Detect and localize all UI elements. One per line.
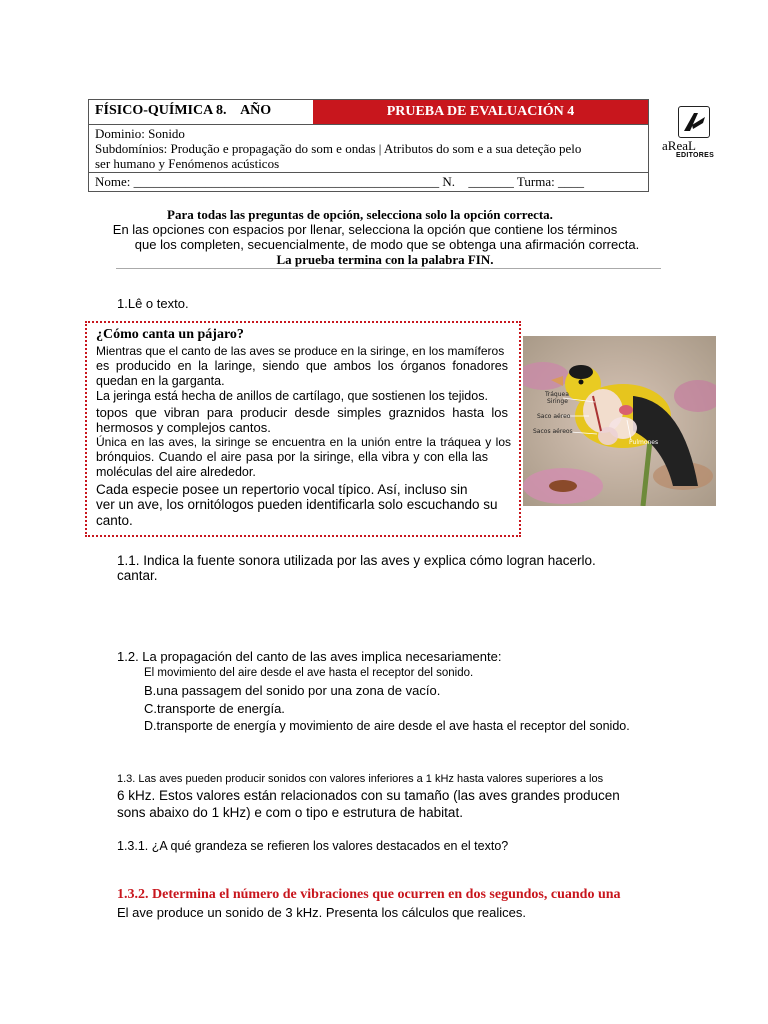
logo-mark-icon: [678, 106, 710, 138]
publisher-logo: [662, 104, 722, 159]
header-title-row: [89, 100, 648, 125]
text-line-12: canto.: [96, 513, 133, 528]
label-air-sac: Saco aéreo: [537, 413, 571, 420]
question-1-3-2-line-1: 1.3.2. Determina el número de vibraciones que ocurren en dos segundos, cuando una: [117, 887, 621, 902]
text-line-2: es producido en la laringe, siendo que ambos los órganos fonadores: [96, 359, 508, 373]
label-air-sacs: Sacos aéreos: [533, 428, 573, 435]
text-line-6: hermosos y complejos cantos.: [96, 420, 271, 435]
question-1-3-2-line-2: El ave produce un sonido de 3 kHz. Presenta los cálculos que realices.: [117, 905, 527, 920]
question-1-3-line-3: sons abaixo do 1 kHz) e com o tipo e estrutura de habitat.: [117, 805, 463, 820]
divider: [116, 268, 661, 269]
text-title: ¿Cómo canta un pájaro?: [96, 327, 244, 342]
text-line-7: Única en las aves, la siringe se encuentra en la unión entre la tráquea y los: [96, 435, 511, 449]
text-line-8: brónquios. Cuando el aire pasa por la siringe, ella vibra y con ella las: [96, 450, 488, 464]
question-1-2-stem: 1.2. La propagación del canto de las aves implica necesariamente:: [117, 649, 502, 664]
subdomains-line-1: Subdomínios: Produção e propagação do som e ondas | Atributos do som e a sua deteção pelo: [95, 141, 582, 156]
text-line-5: topos que vibran para producir desde simples graznidos hasta los: [96, 405, 508, 420]
text-line-9: moléculas del aire alrededor.: [96, 465, 256, 479]
option-a: El movimiento del aire desde el ave hasta el receptor del sonido.: [144, 667, 474, 679]
bird-syrinx-image: [523, 336, 716, 506]
instruction-line-1: Para todas las preguntas de opción, selecciona solo la opción correcta.: [167, 207, 553, 222]
logo-subtext: EDITORES: [676, 152, 715, 159]
instruction-line-3: que los completen, secuencialmente, de modo que se obtenga una afirmación correcta.: [134, 237, 640, 252]
question-1: 1.Lê o texto.: [117, 296, 189, 311]
question-1-3-line-2: 6 kHz. Estos valores están relacionados con su tamaño (las aves grandes producen: [117, 788, 620, 803]
subject-label: FÍSICO-QUÍMICA 8.  AÑO: [95, 103, 272, 118]
question-1-1-line-2: cantar.: [117, 568, 158, 583]
header-table: [88, 99, 649, 192]
test-title: PRUEBA DE EVALUACIÓN 4: [313, 100, 648, 124]
label-trachea: Tráquea: [545, 391, 569, 398]
text-line-11: ver un ave, los ornitólogos pueden identificarla solo escuchando su: [96, 497, 498, 512]
label-lungs: Pulmones: [629, 439, 659, 446]
question-1-1-line-1: 1.1. Indica la fuente sonora utilizada por las aves y explica cómo logran hacerlo.: [117, 553, 596, 568]
instruction-line-4: La prueba termina con la palabra FIN.: [276, 252, 494, 267]
label-syrinx: Siringe: [547, 398, 568, 405]
option-b: B.una passagem del sonido por una zona de vacío.: [144, 683, 441, 698]
option-d: D.transporte de energía y movimiento de aire desde el ave hasta el receptor del sonido.: [144, 719, 630, 733]
name-row: Nome: _______________________________________________ N.  _______ Turma: ____: [95, 174, 584, 189]
option-c: C.transporte de energía.: [144, 701, 285, 716]
text-line-1: Mientras que el canto de las aves se produce en la siringe, en los mamíferos: [96, 344, 505, 358]
domain-label: Dominio: Sonido: [95, 126, 185, 141]
domain-row: [89, 125, 648, 173]
question-1-3-line-1: 1.3. Las aves pueden producir sonidos con valores inferiores a 1 kHz hasta valores superiores a los: [117, 773, 604, 785]
subdomains-line-2: ser humano y Fenómenos acústicos: [95, 156, 280, 171]
text-line-4: La jeringa está hecha de anillos de cartílago, que sostienen los tejidos.: [96, 389, 488, 403]
text-line-10: Cada especie posee un repertorio vocal típico. Así, incluso sin: [96, 482, 468, 497]
text-line-3: quedan en la garganta.: [96, 374, 225, 388]
logo-text: aReaL: [662, 138, 696, 153]
question-1-3-1: 1.3.1. ¿A qué grandeza se refieren los valores destacados en el texto?: [117, 839, 509, 853]
instruction-line-2: En las opciones con espacios por llenar, selecciona la opción que contiene los términos: [112, 222, 618, 237]
